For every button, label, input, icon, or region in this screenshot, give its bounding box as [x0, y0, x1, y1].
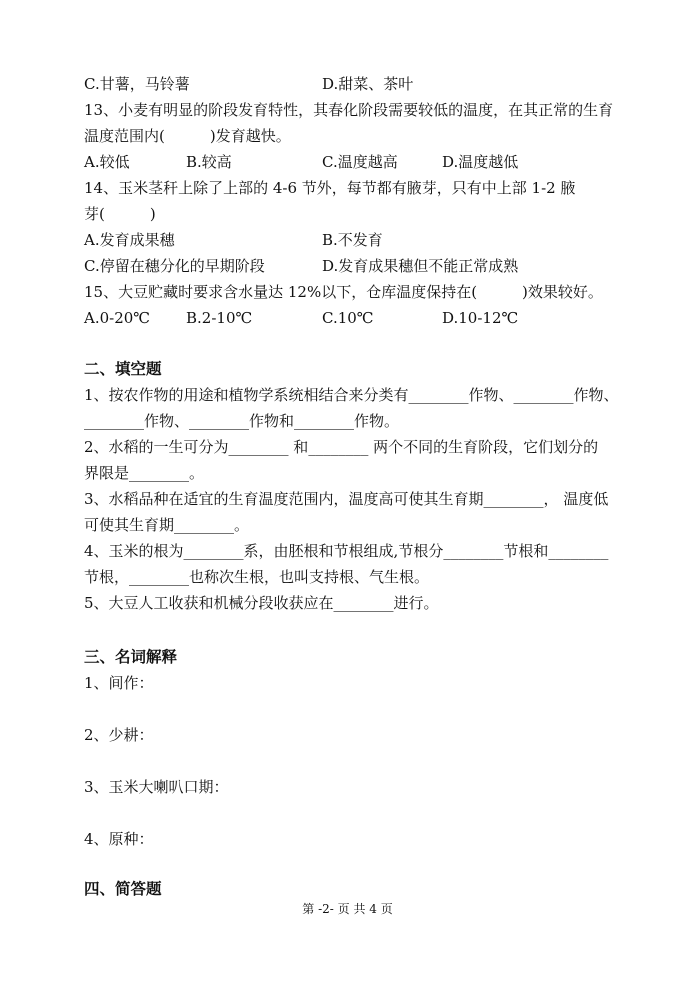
section-heading-short-answer: 四、简答题 [84, 879, 162, 898]
q13-option-d: D.温度越低 [442, 153, 519, 171]
question-14-line-1: 14、玉米茎秆上除了上部的 4-6 节外，每节都有腋芽，只有中上部 1-2 腋 [84, 179, 576, 197]
fill-blank-line: 2、水稻的一生可分为________ 和________ 两个不同的生育阶段，它们划分的 [84, 438, 599, 456]
fill-blank-line: 1、按农作物的用途和植物学系统相结合来分类有________作物、________作物、 [84, 386, 619, 404]
fill-blank-line: ________作物、________作物和________作物。 [84, 412, 400, 430]
section-heading-fill-blank: 二、填空题 [84, 359, 162, 378]
fill-blank-line: 界限是________。 [84, 464, 205, 482]
term-item: 4、原种： [84, 830, 154, 848]
q15-option-a: A.0-20℃ [84, 309, 151, 327]
q15-option-d: D.10-12℃ [442, 309, 519, 327]
q14-option-d: D.发育成果穗但不能正常成熟 [322, 257, 519, 275]
question-15-line-1: 15、大豆贮藏时要求含水量达 12%以下，仓库温度保持在( )效果较好。 [84, 283, 603, 301]
q15-option-b: B.2-10℃ [186, 309, 253, 327]
q15-option-c: C.10℃ [322, 309, 374, 327]
fill-blank-line: 3、水稻品种在适宜的生育温度范围内，温度高可使其生育期________， 温度低 [84, 490, 609, 508]
fill-blank-line: 5、大豆人工收获和机械分段收获应在________进行。 [84, 594, 439, 612]
fill-blank-line: 4、玉米的根为________系，由胚根和节根组成,节根分________节根和________ [84, 542, 609, 560]
fill-blank-line: 节根，________也称次生根，也叫支持根、气生根。 [84, 568, 430, 586]
fill-blank-line: 可使其生育期________。 [84, 516, 250, 534]
term-item: 2、少耕： [84, 726, 154, 744]
page-footer: 第 -2- 页 共 4 页 [302, 902, 393, 916]
q14-option-c: C.停留在穗分化的早期阶段 [84, 257, 265, 275]
term-item: 3、玉米大喇叭口期： [84, 778, 229, 796]
q14-option-a: A.发育成果穗 [84, 231, 175, 249]
option-c: C.甘薯，马铃薯 [84, 75, 190, 93]
q13-option-b: B.较高 [186, 153, 232, 171]
option-d: D.甜菜、茶叶 [322, 75, 414, 93]
question-14-line-2: 芽( ) [84, 205, 156, 223]
q14-option-b: B.不发育 [322, 231, 383, 249]
q13-option-a: A.较低 [84, 153, 130, 171]
question-13-line-2: 温度范围内( )发育越快。 [84, 127, 291, 145]
section-heading-terms: 三、名词解释 [84, 647, 178, 666]
question-13-line-1: 13、小麦有明显的阶段发育特性，其春化阶段需要较低的温度，在其正常的生育 [84, 101, 614, 119]
term-item: 1、间作： [84, 674, 154, 692]
q13-option-c: C.温度越高 [322, 153, 398, 171]
